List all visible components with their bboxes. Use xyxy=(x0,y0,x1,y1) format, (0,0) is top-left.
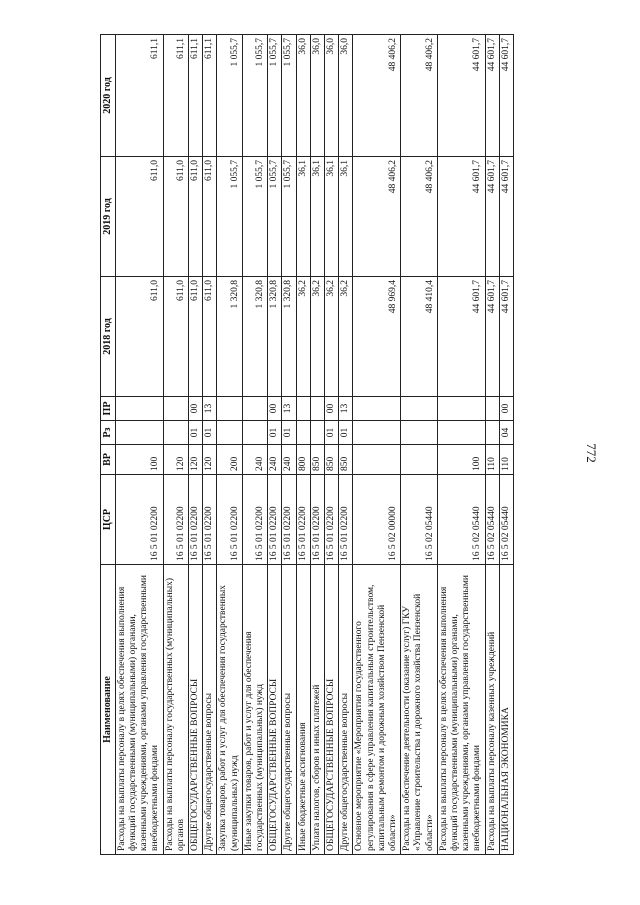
col-header-csr: ЦСР xyxy=(101,475,116,565)
cell-rz xyxy=(296,421,310,445)
cell-2019: 611,0 xyxy=(189,157,203,277)
cell-pr: 13 xyxy=(339,397,353,421)
cell-rz xyxy=(401,421,438,445)
cell-2018: 44 601,7 xyxy=(485,277,499,397)
cell-pr: 00 xyxy=(325,397,339,421)
page-number: 772 xyxy=(583,443,599,463)
cell-vr: 850 xyxy=(310,445,324,475)
cell-2020: 44 601,7 xyxy=(499,35,513,157)
cell-csr: 16 5 01 02200 xyxy=(282,475,296,565)
cell-rz: 04 xyxy=(499,421,513,445)
cell-name: Расходы на выплаты персоналу в целях обеспечения выполнения функций государственными (муниципальными) органами, казенными учреждениями, органами управления государственными внебюджетными фондами xyxy=(115,565,163,855)
cell-csr: 16 5 01 02200 xyxy=(310,475,324,565)
cell-2018: 48 969,4 xyxy=(353,277,401,397)
cell-rz xyxy=(353,421,401,445)
cell-name: Основное мероприятие «Мероприятия государственного регулирования в сфере управления капитальным строительством, капитальным ремонтом и дорожным хозяйством Пензенской области» xyxy=(353,565,401,855)
table-row xyxy=(401,35,438,855)
cell-2019: 44 601,7 xyxy=(437,157,485,277)
cell-2019: 44 601,7 xyxy=(485,157,499,277)
cell-vr: 100 xyxy=(437,445,485,475)
cell-vr xyxy=(353,445,401,475)
cell-vr: 240 xyxy=(268,445,282,475)
cell-vr: 850 xyxy=(325,445,339,475)
cell-2020: 1 055,7 xyxy=(217,35,242,157)
cell-name: ОБЩЕГОСУДАРСТВЕННЫЕ ВОПРОСЫ xyxy=(189,565,203,855)
cell-2019: 611,0 xyxy=(203,157,217,277)
col-header-2018: 2018 год xyxy=(101,277,116,397)
cell-csr: 16 5 01 02200 xyxy=(115,475,163,565)
col-header-name: Наименование xyxy=(101,565,116,855)
cell-2018: 44 601,7 xyxy=(499,277,513,397)
cell-name: ОБЩЕГОСУДАРСТВЕННЫЕ ВОПРОСЫ xyxy=(325,565,339,855)
table-row xyxy=(325,35,339,855)
cell-rz xyxy=(217,421,242,445)
cell-2020: 1 055,7 xyxy=(242,35,267,157)
cell-2020: 1 055,7 xyxy=(282,35,296,157)
cell-pr: 00 xyxy=(189,397,203,421)
cell-pr: 13 xyxy=(203,397,217,421)
cell-2020: 44 601,7 xyxy=(437,35,485,157)
cell-rz xyxy=(437,421,485,445)
cell-rz: 01 xyxy=(339,421,353,445)
cell-2018: 611,0 xyxy=(163,277,188,397)
cell-2020: 611,1 xyxy=(203,35,217,157)
table-row xyxy=(282,35,296,855)
cell-name: Другие общегосударственные вопросы xyxy=(203,565,217,855)
cell-2019: 1 055,7 xyxy=(217,157,242,277)
cell-2019: 611,0 xyxy=(163,157,188,277)
cell-rz xyxy=(310,421,324,445)
cell-pr xyxy=(353,397,401,421)
cell-pr xyxy=(217,397,242,421)
table-row xyxy=(203,35,217,855)
cell-vr: 110 xyxy=(499,445,513,475)
cell-name: Иные закупки товаров, работ и услуг для обеспечения государственных (муниципальных) нужд xyxy=(242,565,267,855)
table-row xyxy=(115,35,163,855)
table-row xyxy=(310,35,324,855)
cell-name: Расходы на обеспечение деятельности (оказание услуг) ГКУ «Управление строительства и дорожного хозяйства Пензенской области» xyxy=(401,565,438,855)
cell-pr xyxy=(163,397,188,421)
table-row xyxy=(353,35,401,855)
cell-csr: 16 5 01 02200 xyxy=(296,475,310,565)
cell-csr: 16 5 01 02200 xyxy=(203,475,217,565)
cell-2019: 36,1 xyxy=(325,157,339,277)
cell-2019: 48 406,2 xyxy=(401,157,438,277)
col-header-pr: ПР xyxy=(101,397,116,421)
cell-rz xyxy=(485,421,499,445)
table-row xyxy=(189,35,203,855)
budget-table xyxy=(100,34,514,855)
cell-2020: 611,1 xyxy=(163,35,188,157)
cell-name: Иные бюджетные ассигнования xyxy=(296,565,310,855)
table-row xyxy=(217,35,242,855)
cell-pr xyxy=(437,397,485,421)
cell-pr xyxy=(242,397,267,421)
cell-2019: 44 601,7 xyxy=(499,157,513,277)
col-header-vr: ВР xyxy=(101,445,116,475)
cell-pr xyxy=(485,397,499,421)
cell-csr: 16 5 01 02200 xyxy=(339,475,353,565)
cell-name: Уплата налогов, сборов и иных платежей xyxy=(310,565,324,855)
cell-2020: 36,0 xyxy=(339,35,353,157)
cell-2019: 611,0 xyxy=(115,157,163,277)
cell-2020: 611,1 xyxy=(189,35,203,157)
cell-vr: 100 xyxy=(115,445,163,475)
cell-2020: 48 406,2 xyxy=(353,35,401,157)
table-row xyxy=(242,35,267,855)
cell-name: Расходы на выплаты персоналу в целях обеспечения выполнения функций государственными (муниципальными) органами, казенными учреждениями, органами управления государственными внебюджетными фондами xyxy=(437,565,485,855)
cell-rz: 01 xyxy=(268,421,282,445)
cell-vr: 120 xyxy=(189,445,203,475)
table-row xyxy=(339,35,353,855)
cell-2018: 1 320,8 xyxy=(242,277,267,397)
cell-pr xyxy=(296,397,310,421)
cell-2018: 36,2 xyxy=(310,277,324,397)
cell-pr: 00 xyxy=(499,397,513,421)
cell-2020: 611,1 xyxy=(115,35,163,157)
cell-rz xyxy=(115,421,163,445)
cell-name: Закупка товаров, работ и услуг для обеспечения государственных (муниципальных) нужд xyxy=(217,565,242,855)
table-row xyxy=(499,35,513,855)
cell-vr: 800 xyxy=(296,445,310,475)
cell-name: НАЦИОНАЛЬНАЯ ЭКОНОМИКА xyxy=(499,565,513,855)
cell-2018: 611,0 xyxy=(203,277,217,397)
cell-csr: 16 5 01 02200 xyxy=(242,475,267,565)
cell-csr: 16 5 02 05440 xyxy=(485,475,499,565)
cell-name: Расходы на выплаты персоналу государственных (муниципальных) органов xyxy=(163,565,188,855)
cell-2018: 36,2 xyxy=(339,277,353,397)
cell-rz xyxy=(163,421,188,445)
table-row xyxy=(163,35,188,855)
cell-csr: 16 5 01 02200 xyxy=(268,475,282,565)
cell-name: Другие общегосударственные вопросы xyxy=(282,565,296,855)
table-row xyxy=(296,35,310,855)
col-header-2019: 2019 год xyxy=(101,157,116,277)
cell-csr: 16 5 01 02200 xyxy=(189,475,203,565)
cell-pr xyxy=(115,397,163,421)
col-header-rz: Рз xyxy=(101,421,116,445)
cell-2018: 44 601,7 xyxy=(437,277,485,397)
cell-csr: 16 5 01 02200 xyxy=(325,475,339,565)
cell-rz: 01 xyxy=(203,421,217,445)
cell-2019: 48 406,2 xyxy=(353,157,401,277)
cell-csr: 16 5 02 05440 xyxy=(499,475,513,565)
table-row xyxy=(437,35,485,855)
cell-vr: 110 xyxy=(485,445,499,475)
cell-rz: 01 xyxy=(189,421,203,445)
cell-vr: 850 xyxy=(339,445,353,475)
cell-2019: 36,1 xyxy=(310,157,324,277)
cell-pr: 00 xyxy=(268,397,282,421)
table-header-row xyxy=(101,35,116,855)
cell-2018: 1 320,8 xyxy=(282,277,296,397)
rotated-table-wrapper xyxy=(100,35,514,855)
cell-2019: 1 055,7 xyxy=(242,157,267,277)
cell-2020: 36,0 xyxy=(325,35,339,157)
cell-name: ОБЩЕГОСУДАРСТВЕННЫЕ ВОПРОСЫ xyxy=(268,565,282,855)
cell-csr: 16 5 02 05440 xyxy=(437,475,485,565)
cell-2020: 44 601,7 xyxy=(485,35,499,157)
cell-csr: 16 5 02 05440 xyxy=(401,475,438,565)
cell-name: Другие общегосударственные вопросы xyxy=(339,565,353,855)
cell-vr: 120 xyxy=(203,445,217,475)
cell-csr: 16 5 01 02200 xyxy=(217,475,242,565)
cell-2020: 36,0 xyxy=(296,35,310,157)
cell-rz xyxy=(242,421,267,445)
cell-csr: 16 5 02 00000 xyxy=(353,475,401,565)
cell-csr: 16 5 01 02200 xyxy=(163,475,188,565)
cell-2018: 1 320,8 xyxy=(268,277,282,397)
cell-vr xyxy=(401,445,438,475)
cell-rz: 01 xyxy=(282,421,296,445)
cell-pr xyxy=(310,397,324,421)
cell-vr: 120 xyxy=(163,445,188,475)
cell-name: Расходы на выплаты персоналу казенных учреждений xyxy=(485,565,499,855)
cell-2019: 36,1 xyxy=(339,157,353,277)
cell-vr: 240 xyxy=(282,445,296,475)
cell-2018: 1 320,8 xyxy=(217,277,242,397)
cell-2018: 48 410,4 xyxy=(401,277,438,397)
cell-2018: 611,0 xyxy=(189,277,203,397)
table-row xyxy=(485,35,499,855)
cell-rz: 01 xyxy=(325,421,339,445)
cell-2019: 1 055,7 xyxy=(282,157,296,277)
cell-2020: 36,0 xyxy=(310,35,324,157)
cell-2020: 48 406,2 xyxy=(401,35,438,157)
cell-2019: 1 055,7 xyxy=(268,157,282,277)
cell-vr: 240 xyxy=(242,445,267,475)
table-row xyxy=(268,35,282,855)
cell-2018: 36,2 xyxy=(296,277,310,397)
cell-2018: 611,0 xyxy=(115,277,163,397)
cell-pr xyxy=(401,397,438,421)
cell-vr: 200 xyxy=(217,445,242,475)
col-header-2020: 2020 год xyxy=(101,35,116,157)
cell-2020: 1 055,7 xyxy=(268,35,282,157)
cell-pr: 13 xyxy=(282,397,296,421)
cell-2018: 36,2 xyxy=(325,277,339,397)
cell-2019: 36,1 xyxy=(296,157,310,277)
